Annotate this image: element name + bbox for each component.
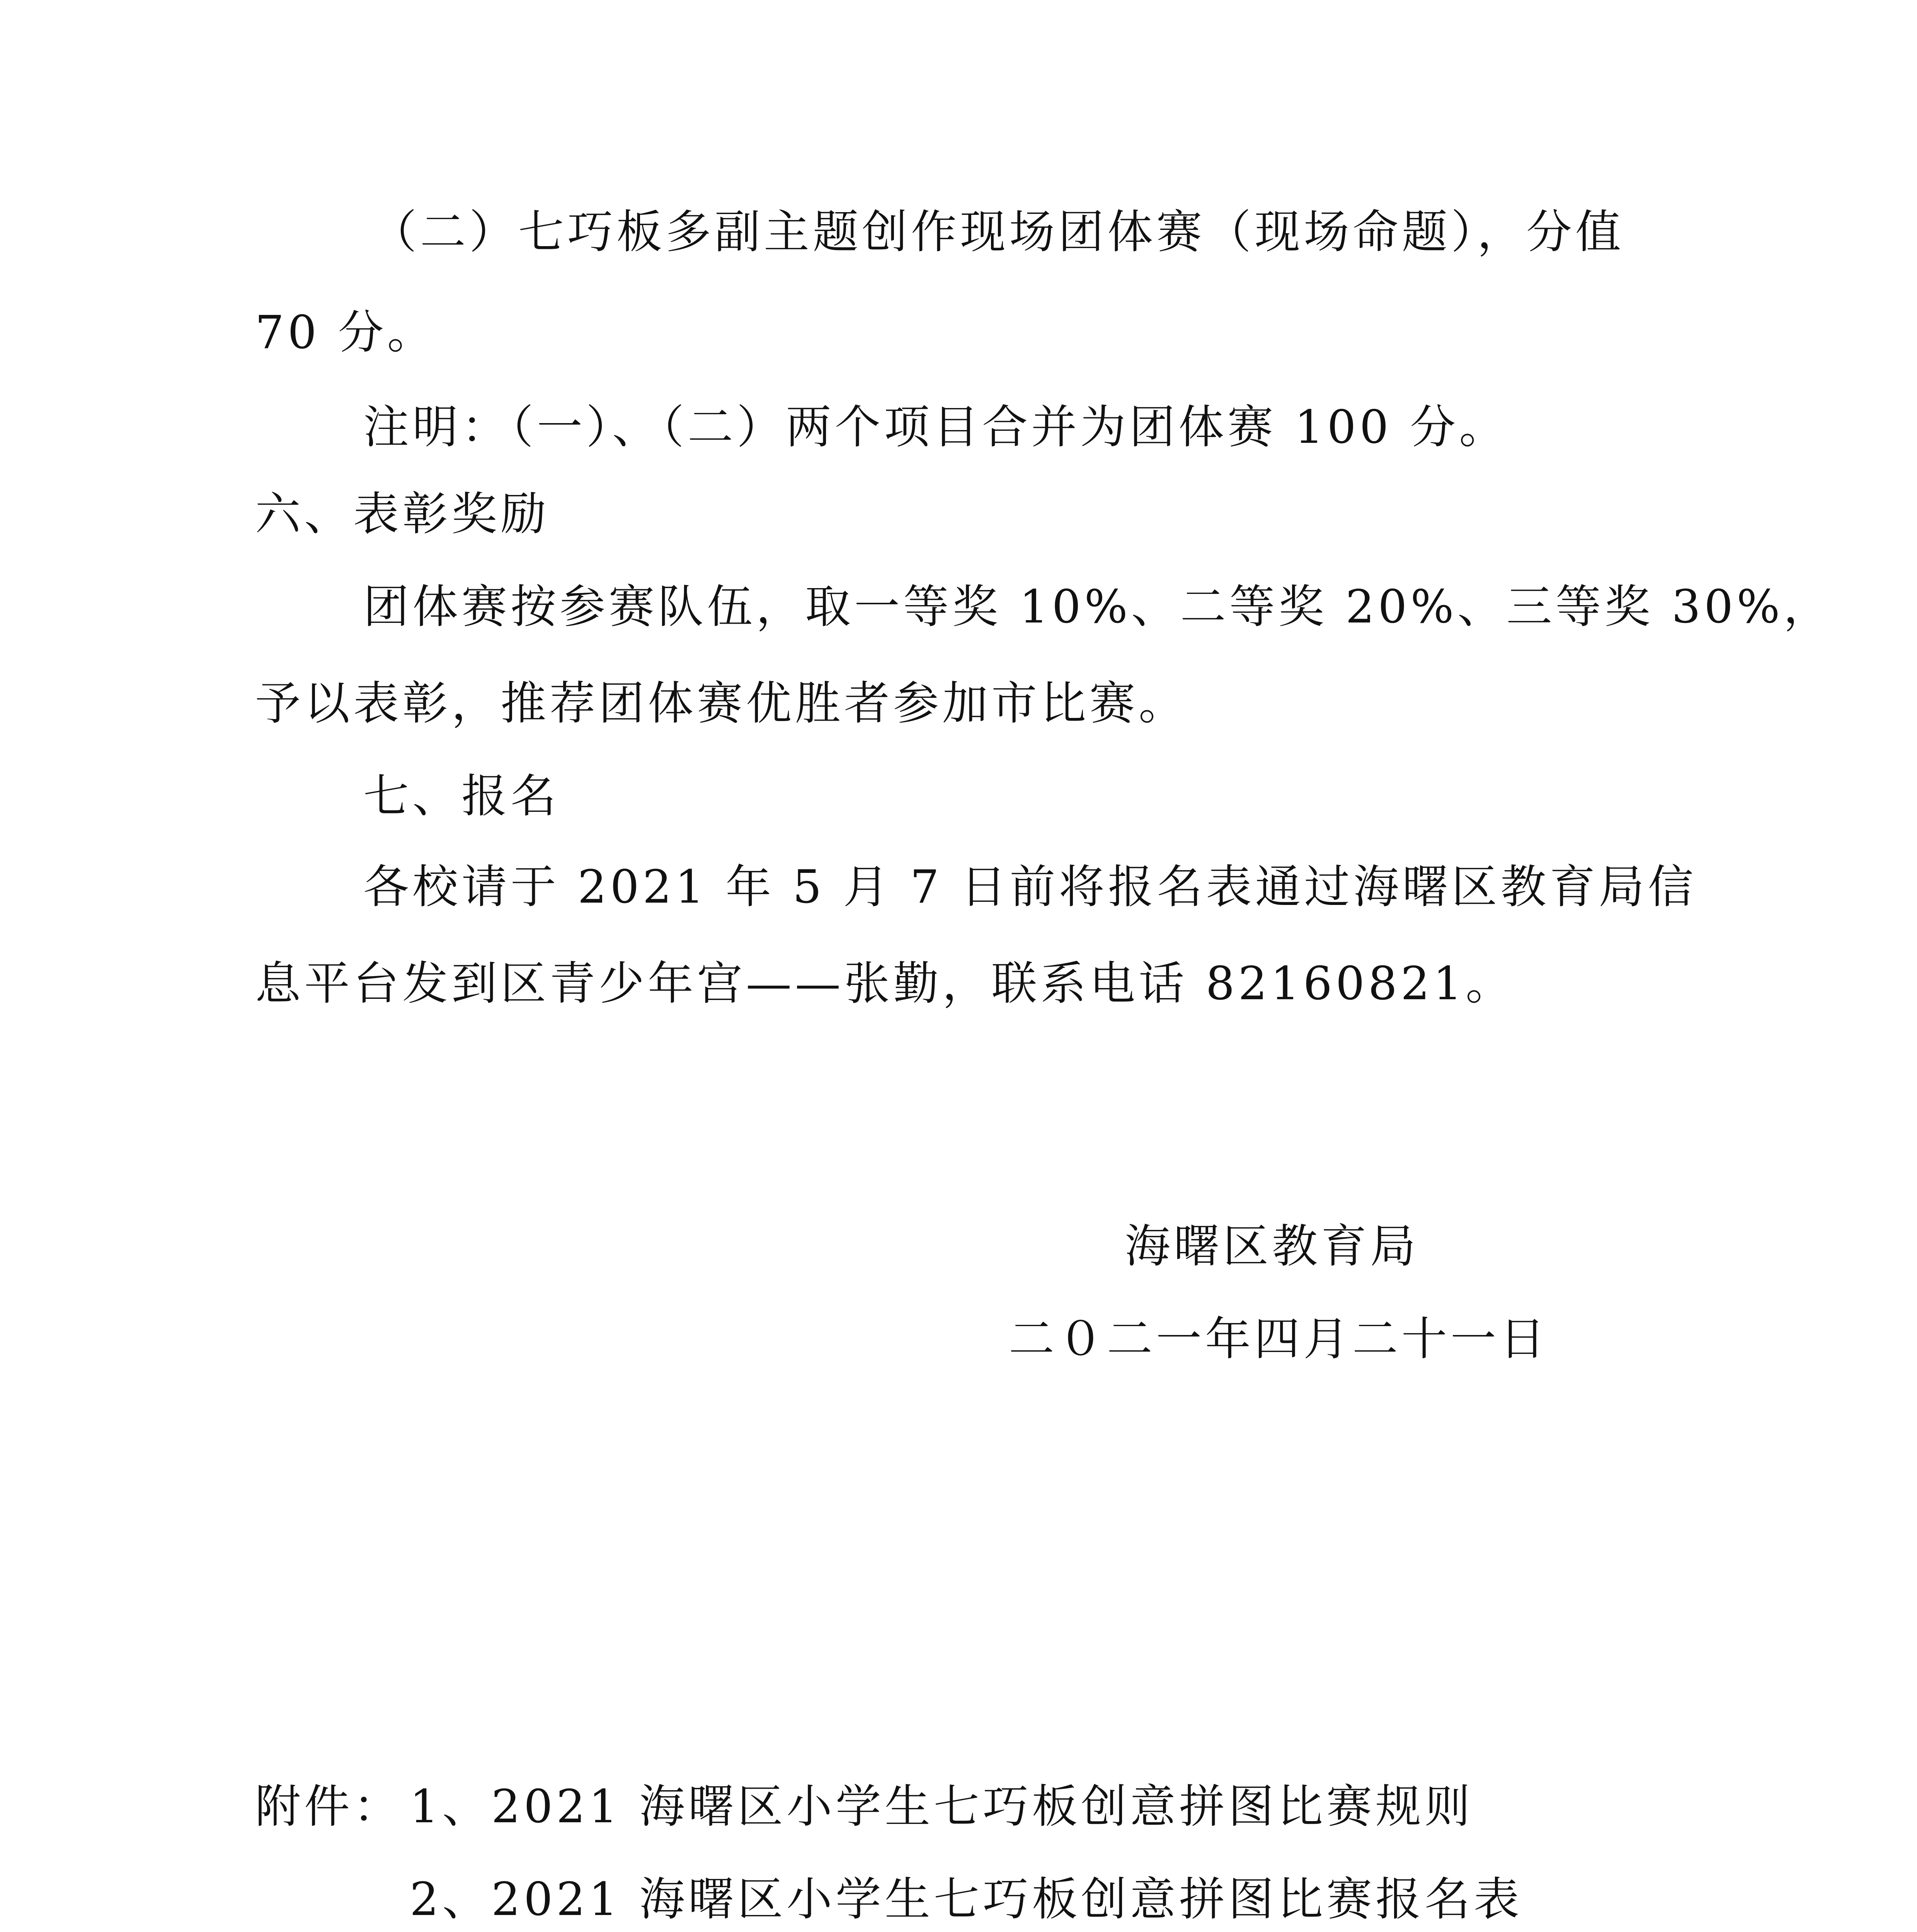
paragraph-registration-line-2: 息平台发到区青少年宫——张勤，联系电话 82160821。 <box>255 957 1515 1010</box>
paragraph-awards-line-1: 团体赛按参赛队伍，取一等奖 10%、二等奖 20%、三等奖 30%， <box>363 580 1833 633</box>
section-heading-awards: 六、表彰奖励 <box>255 487 550 541</box>
paragraph-note: 注明：（一）、（二）两个项目合并为团体赛 100 分。 <box>363 400 1508 454</box>
paragraph-awards-line-2: 予以表彰，推荐团体赛优胜者参加市比赛。 <box>255 677 1188 730</box>
attachment-item-2: 2、2021 海曙区小学生七巧板创意拼图比赛报名表 <box>410 1872 1523 1926</box>
paragraph-team-contest-line-1: （二）七巧板多副主题创作现场团体赛（现场命题），分值 <box>371 205 1625 259</box>
signature-date: 二０二一年四月二十一日 <box>1009 1312 1549 1366</box>
attachment-item-1: 1、2021 海曙区小学生七巧板创意拼图比赛规则 <box>410 1780 1474 1833</box>
paragraph-team-contest-line-2: 70 分。 <box>255 306 436 359</box>
signature-organization: 海曙区教育局 <box>1125 1219 1420 1273</box>
section-heading-registration: 七、报名 <box>363 769 560 823</box>
paragraph-registration-line-1: 各校请于 2021 年 5 月 7 日前将报名表通过海曙区教育局信 <box>363 860 1697 913</box>
attachment-label: 附件： <box>255 1780 403 1833</box>
